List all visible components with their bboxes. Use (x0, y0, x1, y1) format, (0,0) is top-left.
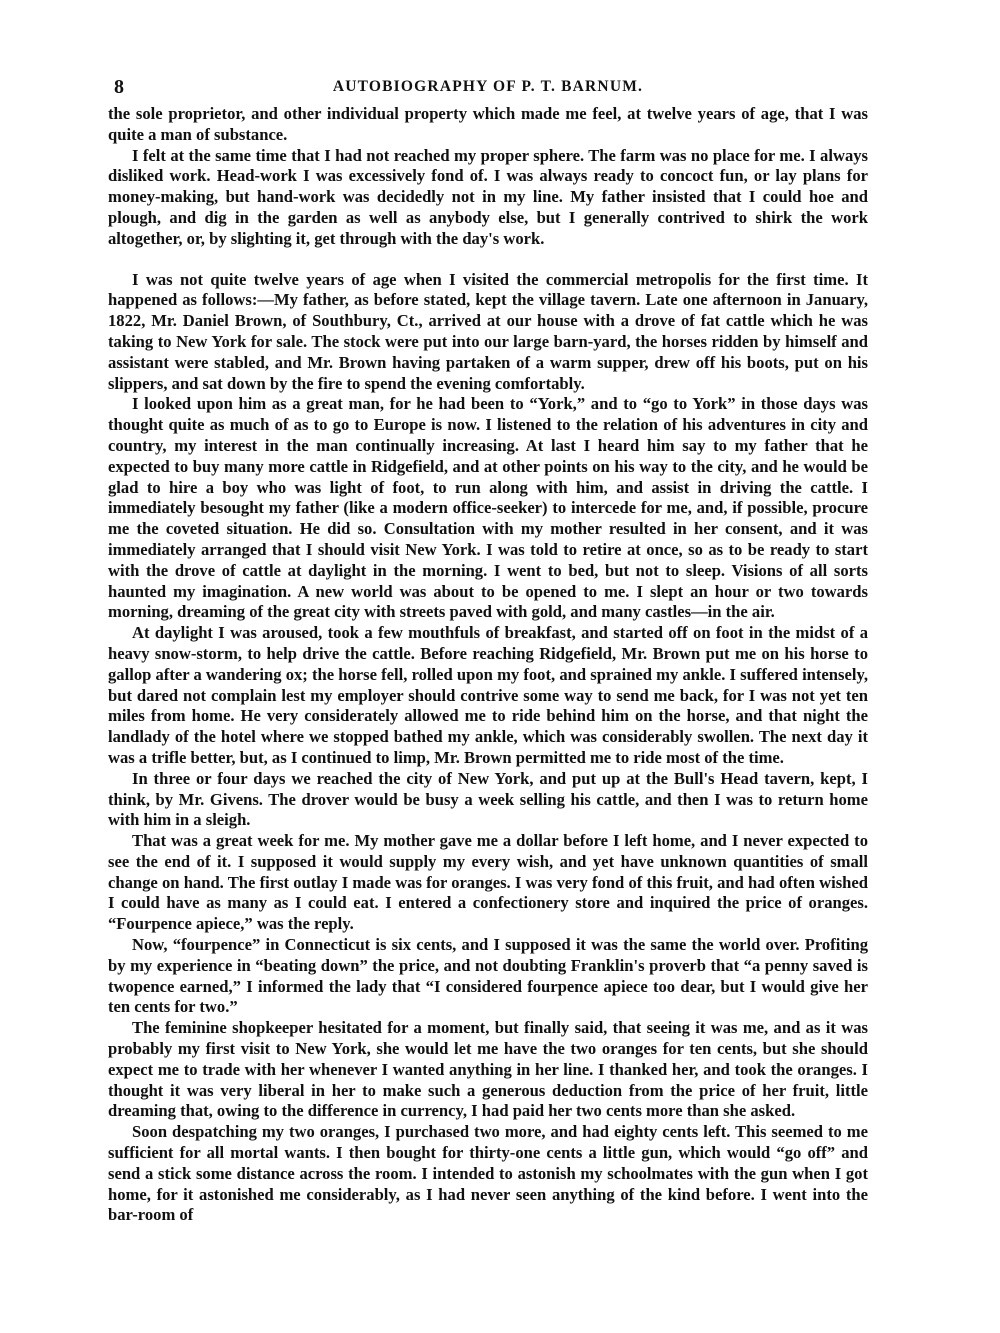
paragraph: The feminine shopkeeper hesitated for a moment, but finally said, that seeing it was me, and as it was probably my first visit to New York, she would let me have the two oranges for ten cents, but she should expect me to trade with her whenever I wanted anything in her line. I thanked her, and took the oranges. I thought it was very liberal in her to make such a generous deduction from the price of her fruit, little dreaming that, owing to the difference in currency, I had paid her two cents more than she asked. (108, 1018, 868, 1121)
paragraph: I felt at the same time that I had not reached my proper sphere. The farm was no place for me. I always disliked work. Head-work I was excessively fond of. I was always ready to concoct fun, or lay plans for money-making, but hand-work was decidedly not in my line. My father insisted that I could hoe and plough, and dig in the garden as well as anybody else, but I generally contrived to shirk the work altogether, or, by slighting it, get through with the day's work. (108, 145, 868, 248)
book-page (108, 74, 868, 1226)
paragraph: Now, “fourpence” in Connecticut is six cents, and I supposed it was the same the world over. Profiting by my experience in “beating down” the price, and not doubting Franklin's proverb that “a penny saved is twopence earned,” I informed the lady that “I considered fourpence apiece too dear, but I would give her ten cents for two.” (108, 935, 868, 1017)
paragraph: I was not quite twelve years of age when I visited the commercial metropolis for the first time. It happened as follows:—My father, as before stated, kept the village tavern. Late one afternoon in January, 1822, Mr. Daniel Brown, of Southbury, Ct., arrived at our house with a drove of fat cattle which he was taking to New York for sale. The stock were put into our large barn-yard, the horses ridden by himself and assistant were stabled, and Mr. Brown having partaken of a warm supper, drew off his boots, put on his slippers, and sat down by the fire to spend the evening comfortably. (108, 269, 868, 393)
page-header (108, 74, 868, 104)
paragraph: That was a great week for me. My mother gave me a dollar before I left home, and I never expected to see the end of it. I supposed it would supply my every wish, and yet have unknown quantities of small change on hand. The first outlay I made was for oranges. I was very fond of this fruit, and had often wished I could have as many as I could eat. I entered a confectionery store and inquired the price of oranges. “Fourpence apiece,” was the reply. (108, 831, 868, 934)
paragraph: I looked upon him as a great man, for he had been to “York,” and to “go to York” in those days was thought quite as much of as to go to Europe is now. I listened to the relation of his adventures in city and country, my interest in the man continually increasing. At last I heard him say to my father that he expected to buy many more cattle in Ridgefield, and at other points on his way to the city, and he would be glad to hire a boy who was light of foot, to run along with him, and assist in driving the cattle. I immediately besought my father (like a modern office-seeker) to intercede for me, and, if possible, procure me the coveted situation. He did so. Consultation with my mother resulted in her consent, and it was immediately arranged that I should visit New York. I was told to retire at once, so as to be ready to start with the drove of cattle at daylight in the morning. I went to bed, but not to sleep. Visions of all sorts haunted my imagination. A new world was about to be opened to me. I slept an hour or two towards morning, dreaming of the great city with streets paved with gold, and many castles—in the air. (108, 394, 868, 622)
page-number: 8 (114, 76, 124, 98)
paragraph: Soon despatching my two oranges, I purchased two more, and had eighty cents left. This seemed to me sufficient for all mortal wants. I then bought for thirty-one cents a little gun, which would “go off” and send a stick some distance across the room. I intended to astonish my schoolmates with the gun when I got home, for it astonished me considerably, as I had never seen anything of the kind before. I went into the bar-room of (108, 1122, 868, 1225)
running-title: AUTOBIOGRAPHY OF P. T. BARNUM. (332, 78, 644, 95)
paragraph: At daylight I was aroused, took a few mouthfuls of breakfast, and started off on foot in the midst of a heavy snow-storm, to help drive the cattle. Before reaching Ridgefield, Mr. Brown put me on his horse to gallop after a wandering ox; the horse fell, rolled upon my foot, and sprained my ankle. I suffered intensely, but dared not complain lest my employer should contrive some way to send me back, for I was not yet ten miles from home. He very considerately allowed me to ride behind him on the horse, and that night the landlady of the hotel where we stopped bathed my ankle, which was considerably swollen. The next day it was a trifle better, but, as I continued to limp, Mr. Brown permitted me to ride most of the time. (108, 623, 868, 767)
paragraph: the sole proprietor, and other individual property which made me feel, at twelve years of age, that I was quite a man of substance. (108, 104, 868, 144)
body-text (108, 104, 868, 1226)
paragraph: In three or four days we reached the city of New York, and put up at the Bull's Head tavern, kept, I think, by Mr. Givens. The drover would be busy a week selling his cattle, and then I was to return home with him in a sleigh. (108, 768, 868, 830)
